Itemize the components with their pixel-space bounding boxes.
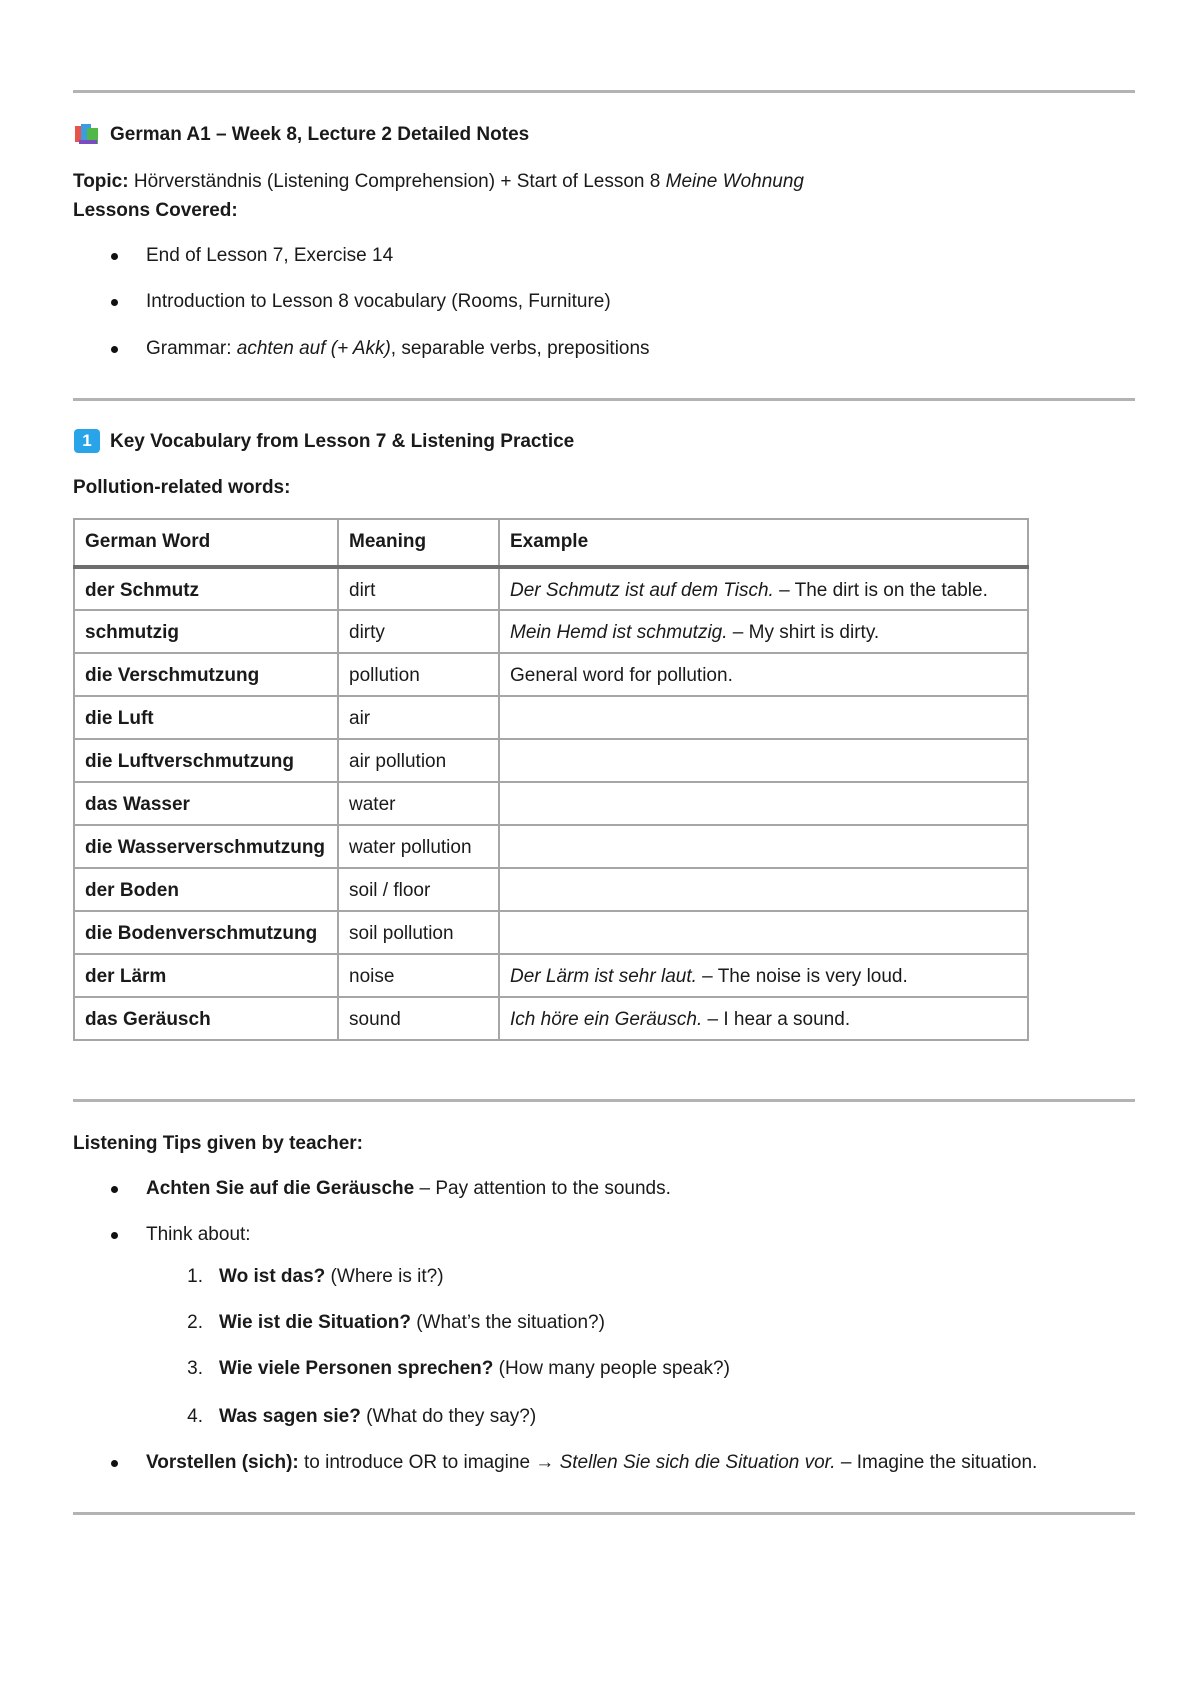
example-cell [499,825,1028,868]
example-cell [499,696,1028,739]
lesson-item: Introduction to Lesson 8 vocabulary (Rooms, Furniture) [146,291,611,312]
meaning-cell: pollution [338,653,499,696]
tip-plain: to introduce OR to imagine → [298,1452,560,1473]
table-row [74,782,1028,825]
bullet [111,1460,118,1467]
table-row [74,997,1028,1040]
meaning-cell: air pollution [338,739,499,782]
example-cell [499,868,1028,911]
german-word-cell: schmutzig [74,610,338,653]
topic-label: Topic: [73,171,129,192]
lesson-item: End of Lesson 7, Exercise 14 [146,245,394,266]
table-row [74,653,1028,696]
vocabulary-table [73,518,1029,1041]
question-bold: Wie ist die Situation? [219,1312,411,1333]
bullet [111,1186,118,1193]
table-row [74,954,1028,997]
horizontal-rule [73,1512,1135,1515]
tip-item [146,1177,671,1201]
table-row [74,567,1028,610]
table-header-row [74,519,1028,567]
example-plain: – My shirt is dirty. [727,622,880,643]
example-cell [499,739,1028,782]
lesson-item [146,337,650,361]
example-plain: – The noise is very loud. [696,966,908,987]
section-subheading: Pollution-related words: [73,477,291,498]
meaning-cell: noise [338,954,499,997]
question-bold: Wo ist das? [219,1266,326,1287]
question-translation: (What do they say?) [360,1406,537,1427]
keycap-one-icon: 1 [74,429,100,453]
german-word-cell: der Lärm [74,954,338,997]
german-word-cell: das Geräusch [74,997,338,1040]
bullet [111,1232,118,1239]
example-italic: Mein Hemd ist schmutzig. [510,622,728,643]
page-title: German A1 – Week 8, Lecture 2 Detailed Notes [110,124,530,145]
tip-plain: – Pay attention to the sounds. [414,1178,671,1199]
german-word-cell: das Wasser [74,782,338,825]
german-word-cell: der Schmutz [74,567,338,610]
topic-text: Hörverständnis (Listening Comprehension) + Start of Lesson 8 [128,171,666,192]
table-row [74,825,1028,868]
tip-italic: Stellen Sie sich die Situation vor. [559,1452,836,1473]
question-number: 1. [187,1266,203,1287]
example-cell [499,610,1028,653]
horizontal-rule [73,398,1135,401]
german-word-cell: die Bodenverschmutzung [74,911,338,954]
meaning-cell: dirty [338,610,499,653]
books-icon [74,123,100,145]
german-word-cell: die Verschmutzung [74,653,338,696]
column-header: Example [499,519,1028,567]
tip-end: – Imagine the situation. [835,1452,1038,1473]
lessons-covered-label: Lessons Covered: [73,200,238,221]
table-row [74,610,1028,653]
horizontal-rule [73,1099,1135,1102]
question-translation: (Where is it?) [325,1266,444,1287]
bullet [111,346,118,353]
lesson-item-suffix: , separable verbs, prepositions [390,338,650,359]
topic-line [73,170,804,194]
example-cell [499,567,1028,610]
bullet [111,253,118,260]
question-number: 2. [187,1312,203,1333]
german-word-cell: die Wasserverschmutzung [74,825,338,868]
example-cell [499,653,1028,696]
example-cell [499,997,1028,1040]
question-translation: (How many people speak?) [493,1358,730,1379]
example-plain: – I hear a sound. [702,1009,851,1030]
meaning-cell: sound [338,997,499,1040]
meaning-cell: soil pollution [338,911,499,954]
question-bold: Was sagen sie? [219,1406,361,1427]
question-item [219,1405,536,1429]
example-italic: Der Schmutz ist auf dem Tisch. [510,580,774,601]
question-item [219,1265,444,1289]
column-header: German Word [74,519,338,567]
table-row [74,739,1028,782]
column-header: Meaning [338,519,499,567]
example-cell [499,911,1028,954]
question-number: 4. [187,1406,203,1427]
meaning-cell: water pollution [338,825,499,868]
tips-heading: Listening Tips given by teacher: [73,1133,363,1154]
example-cell [499,954,1028,997]
german-word-cell: die Luftverschmutzung [74,739,338,782]
question-number: 3. [187,1358,203,1379]
lesson-item-prefix: Grammar: [146,338,237,359]
example-italic: Ich höre ein Geräusch. [510,1009,703,1030]
tip-bold: Achten Sie auf die Geräusche [146,1178,415,1199]
tip-item: Think about: [146,1224,251,1245]
topic-italic: Meine Wohnung [665,171,804,192]
question-item [219,1357,730,1381]
german-word-cell: der Boden [74,868,338,911]
meaning-cell: water [338,782,499,825]
table-row [74,911,1028,954]
meaning-cell: air [338,696,499,739]
bullet [111,299,118,306]
question-item [219,1311,605,1335]
example-plain: – The dirt is on the table. [773,580,988,601]
table-row [74,696,1028,739]
tip-item [146,1451,1037,1475]
lesson-item-italic: achten auf (+ Akk) [236,338,391,359]
example-plain: General word for pollution. [510,665,733,686]
horizontal-rule [73,90,1135,93]
meaning-cell: dirt [338,567,499,610]
meaning-cell: soil / floor [338,868,499,911]
example-italic: Der Lärm ist sehr laut. [510,966,697,987]
question-translation: (What’s the situation?) [410,1312,605,1333]
german-word-cell: die Luft [74,696,338,739]
tip-bold: Vorstellen (sich): [146,1452,299,1473]
section-heading: Key Vocabulary from Lesson 7 & Listening Practice [110,431,575,452]
example-cell [499,782,1028,825]
question-bold: Wie viele Personen sprechen? [219,1358,494,1379]
table-row [74,868,1028,911]
